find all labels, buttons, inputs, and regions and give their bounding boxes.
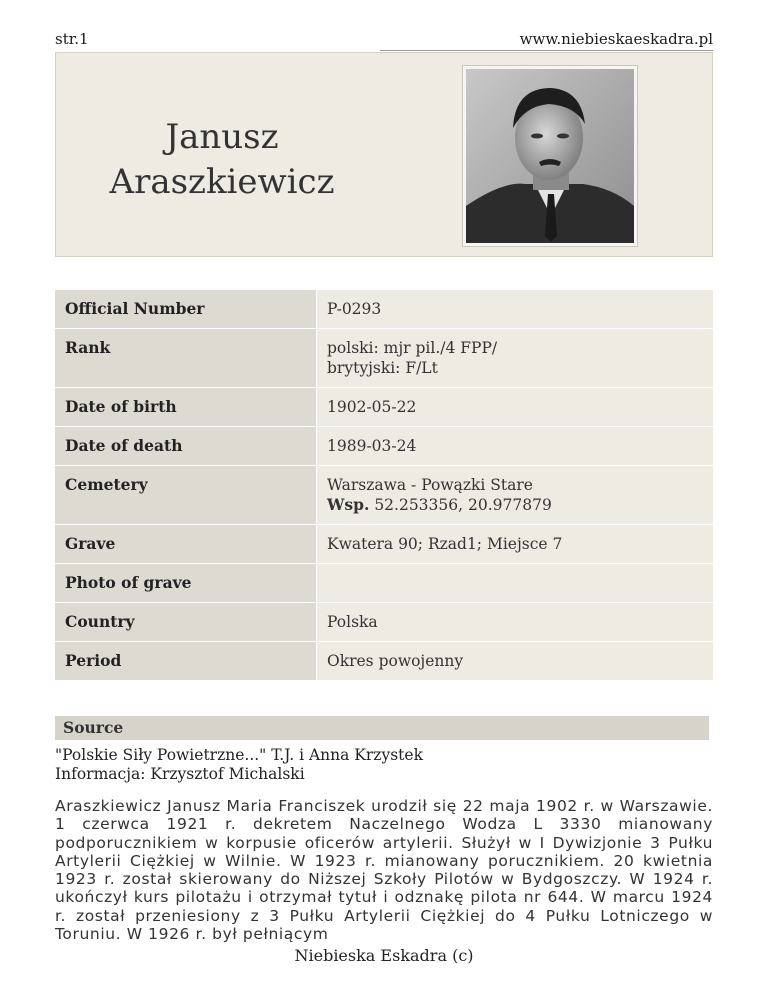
info-value — [317, 329, 714, 388]
info-key: Period — [55, 642, 317, 681]
info-row-cemetery — [55, 466, 713, 525]
info-key: Cemetery — [55, 466, 317, 525]
coordinates-value[interactable]: 52.253356, 20.977879 — [374, 496, 552, 514]
info-row-photo-of-grave — [55, 564, 713, 603]
profile-header — [55, 52, 713, 257]
header-divider — [380, 50, 713, 51]
page-number: str.1 — [55, 30, 89, 48]
info-row-grave — [55, 525, 713, 564]
info-table — [55, 290, 713, 681]
info-key: Date of birth — [55, 388, 317, 427]
source-text — [55, 746, 713, 784]
source-line-1: "Polskie Siły Powietrzne..." T.J. i Anna Krzystek — [55, 746, 423, 764]
info-value: Polska — [317, 603, 714, 642]
source-line-2: Informacja: Krzysztof Michalski — [55, 765, 305, 783]
info-key: Grave — [55, 525, 317, 564]
info-key: Country — [55, 603, 317, 642]
site-url[interactable]: www.niebieskaeskadra.pl — [519, 30, 713, 48]
source-heading: Source — [55, 716, 709, 740]
info-row-period — [55, 642, 713, 681]
info-row-date-of-birth — [55, 388, 713, 427]
info-row-official-number — [55, 290, 713, 329]
info-row-date-of-death — [55, 427, 713, 466]
info-value: P-0293 — [317, 290, 714, 329]
info-key: Rank — [55, 329, 317, 388]
last-name: Araszkiewicz — [109, 162, 335, 202]
info-row-country — [55, 603, 713, 642]
info-row-rank — [55, 329, 713, 388]
info-value — [317, 564, 714, 603]
info-key: Photo of grave — [55, 564, 317, 603]
info-value: Okres powojenny — [317, 642, 714, 681]
rank-polish: polski: mjr pil./4 FPP/ — [327, 339, 498, 357]
footer-copyright: Niebieska Eskadra (c) — [294, 946, 474, 965]
info-value: 1989-03-24 — [317, 427, 714, 466]
coordinates-label: Wsp. — [327, 495, 370, 514]
portrait-image — [463, 66, 637, 246]
biography-text: Araszkiewicz Janusz Maria Franciszek urodził się 22 maja 1902 r. w Warszawie. 1 czerwca 1921 r. dekretem Naczelnego Wodza L 3330 mianowany podporucznikiem w korpusie oficerów artylerii. Służył w I Dywizjonie 3 Pułku Artylerii Ciężkiej w Wilnie. W 1923 r. mianowany porucznikiem. 20 kwietnia 1923 r. został skierowany do Niższej Szkoły Pilotów w Bydgoszczy. W 1924 r. ukończył kurs pilotażu i otrzymał tytuł i odznakę pilota nr 644. W marcu 1924 r. został przeniesiony z 3 Pułku Artylerii Ciężkiej do 4 Pułku Lotniczego w Toruniu. W 1926 r. był pełniącym — [55, 797, 713, 944]
info-value: Kwatera 90; Rzad1; Miejsce 7 — [317, 525, 714, 564]
person-name — [56, 115, 388, 205]
info-key: Official Number — [55, 290, 317, 329]
cemetery-name: Warszawa - Powązki Stare — [327, 476, 533, 494]
rank-british: brytyjski: F/Lt — [327, 359, 438, 377]
first-name: Janusz — [165, 117, 279, 157]
info-key: Date of death — [55, 427, 317, 466]
cemetery-coordinates — [327, 495, 703, 515]
portrait-photo — [462, 65, 638, 247]
top-bar — [55, 30, 713, 50]
info-value: 1902-05-22 — [317, 388, 714, 427]
info-value — [317, 466, 714, 525]
